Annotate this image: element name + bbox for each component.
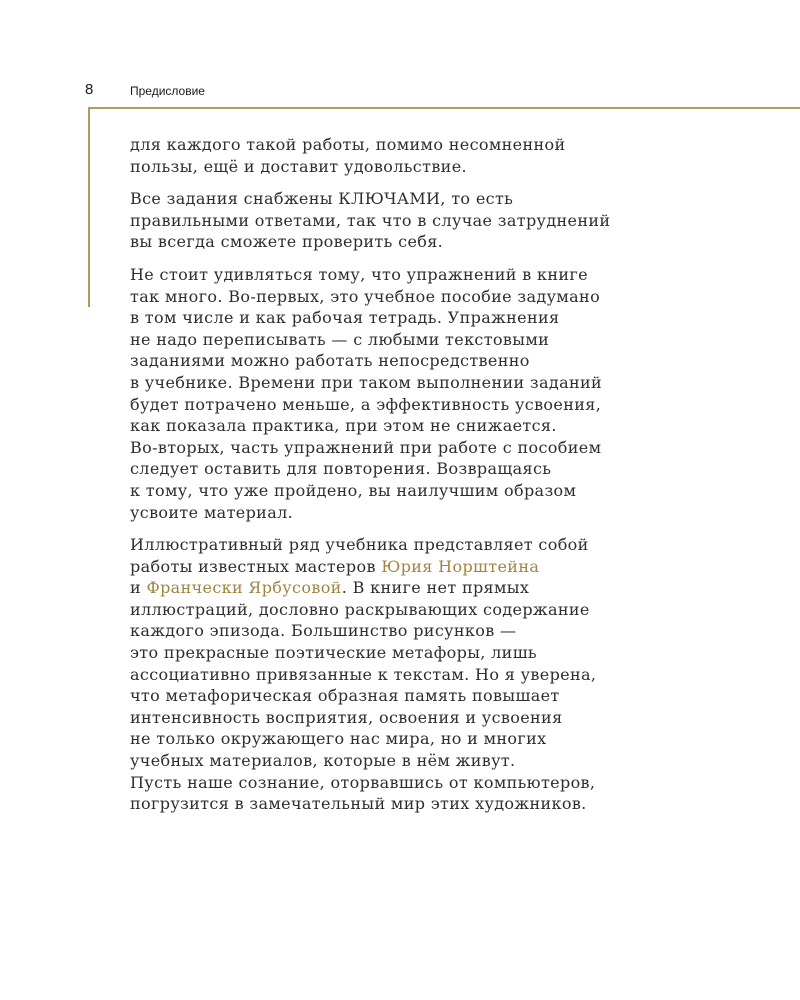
text-fragment: работы известных мастеров [130, 556, 382, 576]
text-fragment: и [130, 578, 147, 598]
text-line: как показала практика, при этом не снижается. [130, 416, 557, 436]
text-line: погрузится в замечательный мир этих художников. [130, 794, 587, 814]
text-line: для каждого такой работы, помимо несомненной [130, 135, 566, 154]
text-line: каждого эпизода. Большинство рисунков — [130, 621, 517, 641]
text-line: правильными ответами, так что в случае затруднений [130, 210, 611, 230]
text-line: Во-вторых, часть упражнений при работе с пособием [130, 437, 602, 457]
text-line: иллюстраций, дословно раскрывающих содержание [130, 599, 590, 619]
text-line: заданиями можно работать непосредственно [130, 351, 530, 371]
text-line: Иллюстративный ряд учебника представляет собой [130, 535, 589, 555]
text-line: к тому, что уже пройдено, вы наилучшим образом [130, 480, 577, 500]
text-line [130, 556, 710, 578]
header-rule [88, 107, 800, 109]
text-line: в том числе и как рабочая тетрадь. Упражнения [130, 308, 560, 328]
artist-name-norstein: Юрия Норштейна [381, 556, 540, 576]
text-line: что метафорическая образная память повышает [130, 686, 560, 706]
text-line: это прекрасные поэтические метафоры, лишь [130, 643, 537, 663]
text-line: вы всегда сможете проверить себя. [130, 232, 444, 252]
text-line: не только окружающего нас мира, но и многих [130, 729, 547, 749]
paragraph-4 [130, 534, 710, 815]
text-line: ассоциативно привязанные к текстам. Но я уверена, [130, 664, 597, 684]
text-line [130, 577, 710, 599]
paragraph-2 [130, 188, 710, 253]
text-line: в учебнике. Времени при таком выполнении заданий [130, 372, 603, 392]
text-line: будет потрачено меньше, а эффективность усвоения, [130, 394, 602, 414]
text-line: следует оставить для повторения. Возвращаясь [130, 459, 552, 479]
text-line: не надо переписывать — с любыми текстовыми [130, 329, 550, 349]
text-fragment: . В книге нет прямых [341, 578, 530, 598]
body-text [130, 134, 710, 826]
text-line: пользы, ещё и доставит удовольствие. [130, 156, 467, 176]
artist-name-yarbusova: Франчески Ярбусовой [146, 578, 342, 598]
paragraph-3 [130, 264, 710, 523]
page-number: 8 [85, 81, 94, 98]
text-line: учебных материалов, которые в нём живут. [130, 751, 516, 771]
text-line: так много. Во-первых, это учебное пособие задумано [130, 286, 601, 306]
text-line: интенсивность восприятия, освоения и усвоения [130, 707, 563, 727]
text-line: усвоите материал. [130, 502, 294, 522]
paragraph-1 [130, 134, 710, 177]
text-line: Пусть наше сознание, оторвавшись от компьютеров, [130, 772, 596, 792]
text-line: Все задания снабжены КЛЮЧАМИ, то есть [130, 189, 514, 209]
margin-rule [88, 107, 90, 307]
text-line: Не стоит удивляться тому, что упражнений в книге [130, 264, 588, 284]
running-head: Предисловие [130, 84, 205, 98]
